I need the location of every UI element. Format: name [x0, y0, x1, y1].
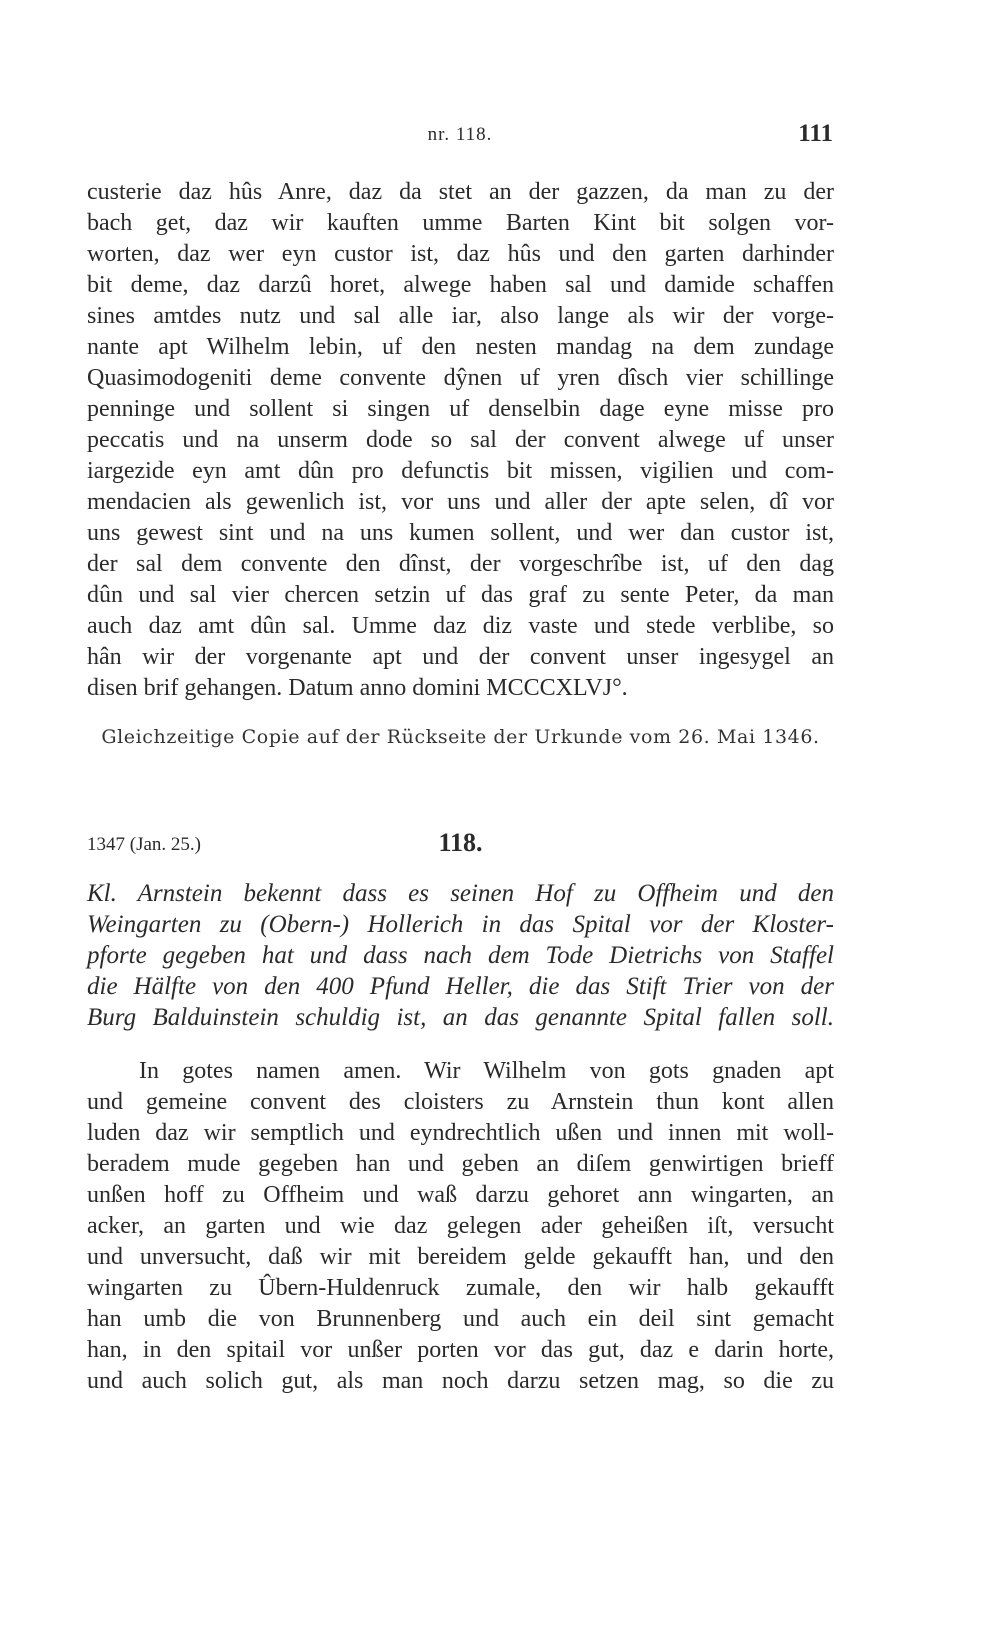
text-line: und gemeine convent des cloisters zu Arnstein thun kont allen	[87, 1089, 834, 1115]
document-text	[87, 1056, 834, 1397]
continuation-text	[87, 177, 834, 704]
text-line: luden daz wir semptlich und eyndrechtlich ußen und innen mit woll-	[87, 1120, 834, 1146]
regest-line: die Hälfte von den 400 Pfund Heller, die das Stift Trier von der	[87, 973, 834, 1000]
regest-line: Burg Balduinstein schuldig ist, an das genannte Spital fallen soll.	[87, 1004, 834, 1031]
text-line: han, in den spitail vor unßer porten vor das gut, daz e darin horte,	[87, 1337, 834, 1363]
document-header	[87, 828, 834, 864]
running-head-title: nr. 118.	[427, 124, 493, 145]
text-line: worten, daz wer eyn custor ist, daz hûs und den garten darhinder	[87, 241, 834, 267]
regest-line: Kl. Arnstein bekennt dass es seinen Hof zu Offheim und den	[87, 880, 834, 907]
text-line: und auch solich gut, als man noch darzu setzen mag, so die zu	[87, 1368, 834, 1394]
text-line: peccatis und na unserm dode so sal der convent alwege uf unser	[87, 427, 834, 453]
text-line: hân wir der vorgenante apt und der convent unser ingesygel an	[87, 644, 834, 670]
text-line: Quasimodogeniti deme convente dŷnen uf yren dîsch vier schillinge	[87, 365, 834, 391]
page-number: 111	[798, 120, 833, 147]
text-line: uns gewest sint und na uns kumen sollent, und wer dan custor ist,	[87, 520, 834, 546]
text-line: beradem mude gegeben han und geben an diſem genwirtigen brieff	[87, 1151, 834, 1177]
text-line: penninge und sollent si singen uf denselbin dage eyne misse pro	[87, 396, 834, 422]
text-line: auch daz amt dûn sal. Umme daz diz vaste und stede verblibe, so	[87, 613, 834, 639]
text-line: iargezide eyn amt dûn pro defunctis bit missen, vigilien und com-	[87, 458, 834, 484]
text-line: han umb die von Brunnenberg und auch ein deil sint gemacht	[87, 1306, 834, 1332]
text-line: bit deme, daz darzû horet, alwege haben sal und damide schaffen	[87, 272, 834, 298]
text-line: In gotes namen amen. Wir Wilhelm von gots gnaden apt	[139, 1058, 834, 1084]
text-line: und unversucht, daß wir mit bereidem gelde gekaufft han, und den	[87, 1244, 834, 1270]
text-line: nante apt Wilhelm lebin, uf den nesten mandag na dem zundage	[87, 334, 834, 360]
document-number: 118.	[438, 828, 483, 857]
text-line: acker, an garten und wie daz gelegen ader geheißen iſt, versucht	[87, 1213, 834, 1239]
text-line: wingarten zu Ûbern-Huldenruck zumale, den wir halb gekaufft	[87, 1275, 834, 1301]
text-line: sines amtdes nutz und sal alle iar, also lange als wir der vorge-	[87, 303, 834, 329]
source-note: Gleichzeitige Copie auf der Rückseite der Urkunde vom 26. Mai 1346.	[101, 726, 820, 748]
text-line: dûn und sal vier chercen setzin uf das graf zu sente Peter, da man	[87, 582, 834, 608]
text-line: der sal dem convente den dînst, der vorgeschrîbe ist, uf den dag	[87, 551, 834, 577]
document-date: 1347 (Jan. 25.)	[87, 834, 201, 855]
text-line: mendacien als gewenlich ist, vor uns und aller der apte selen, dî vor	[87, 489, 834, 515]
running-head	[87, 118, 833, 154]
text-line: disen brif gehangen. Datum anno domini MCCCXLVJ°.	[87, 675, 628, 701]
regest-line: Weingarten zu (Obern-) Hollerich in das Spital vor der Kloster-	[87, 911, 834, 938]
text-line: bach get, daz wir kauften umme Barten Kint bit solgen vor-	[87, 210, 834, 236]
text-line: unßen hoff zu Offheim und waß darzu gehoret ann wingarten, an	[87, 1182, 834, 1208]
regest-line: pforte gegeben hat und dass nach dem Tode Dietrichs von Staffel	[87, 942, 834, 969]
regest-summary	[87, 878, 834, 1033]
text-line: custerie daz hûs Anre, daz da stet an der gazzen, da man zu der	[87, 179, 834, 205]
